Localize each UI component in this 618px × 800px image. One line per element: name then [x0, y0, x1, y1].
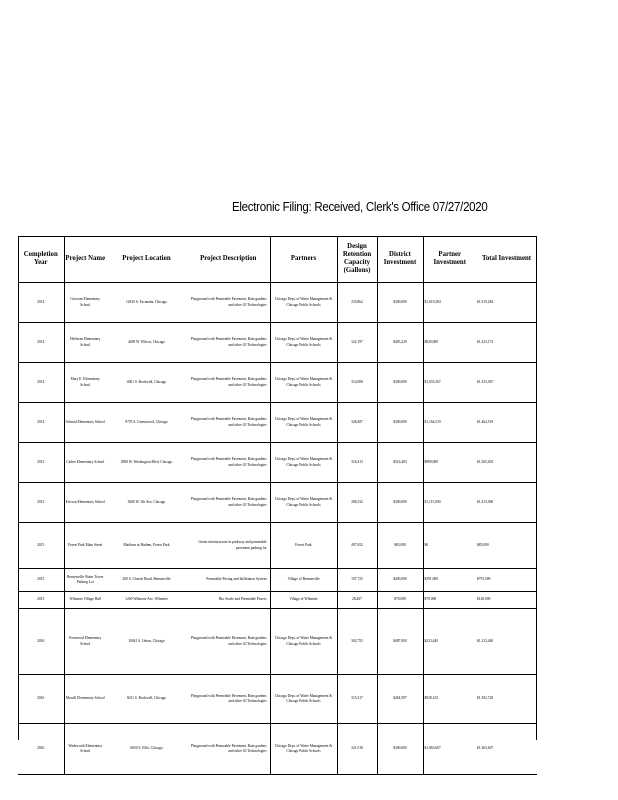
cell-capacity: 316,413: [337, 443, 377, 483]
cell-location: 10041 S. Union, Chicago: [128, 638, 165, 643]
cell-total: $83,000: [477, 542, 489, 547]
table-row: [18, 569, 537, 592]
table-row: [18, 363, 537, 403]
col-capacity: Design Retention Capacity (Gallons): [337, 236, 377, 283]
cell-district: $300,000: [377, 363, 423, 403]
cell-year: 2016: [18, 724, 64, 775]
cell-description: Playground with Permeable Pavement, Rain gardens and other GI Technologies: [190, 377, 267, 387]
cell-year: 2015: [18, 443, 64, 483]
cell-name: Grissom Elementary School: [70, 297, 101, 307]
col-district-investment: District Investment: [377, 236, 423, 283]
cell-district: $300,000: [377, 403, 423, 443]
cell-district: $300,000: [377, 724, 423, 775]
cell-description: Playground with Permeable Pavement, Rain gardens and other GI Technologies: [190, 337, 267, 347]
cell-district: $487,000: [377, 609, 423, 675]
cell-description: Bio Swale and Permeable Pavers: [218, 597, 267, 602]
cell-capacity: 28,467: [337, 592, 377, 609]
cell-description: Playground with Permeable Pavement, Rain gardens and other GI Technologies: [190, 636, 267, 646]
cell-year: 2016: [18, 675, 64, 724]
cell-name: Fernwood Elementary School: [69, 636, 102, 646]
cell-location: 200 S. Church Road, Bensenville: [122, 577, 171, 582]
cell-location: 2908 W. Washington Blvd, Chicago: [120, 459, 173, 464]
table-row: [18, 724, 537, 775]
col-partner-investment: Partner Investment: [433, 251, 466, 266]
cell-partners: Chicago Dept. of Water Management & Chicago Public Schools: [270, 675, 337, 724]
cell-name: Schmid Elementary School: [65, 419, 105, 424]
cell-name: Cather Elementary School: [66, 459, 105, 464]
cell-total: $1,123,440: [477, 638, 494, 643]
cell-partners: Chicago Dept. of Water Management & Chicago Public Schools: [270, 323, 337, 363]
cell-total: $1,223,172: [477, 339, 494, 344]
cell-partner: $70,000: [424, 597, 437, 602]
cell-location: 6011 S. Rockwell, Chicago: [126, 696, 167, 701]
cell-year: 2014: [18, 283, 64, 323]
cell-year: 2015: [18, 569, 64, 592]
cell-partners: Chicago Dept. of Water Management & Chicago Public Schools: [270, 609, 337, 675]
cell-capacity: 107,725: [337, 569, 377, 592]
cell-total: $1,392,720: [477, 696, 494, 701]
cell-location: 12810 S. Escanaba, Chicago: [125, 299, 168, 304]
cell-district: $300,000: [377, 483, 423, 523]
table-row: [18, 323, 537, 363]
cell-name: Bensenville Water Tower Parking Lot: [67, 574, 104, 584]
cell-description: Playground with Permeable Pavement, Rain gardens and other GI Technologies: [190, 297, 267, 307]
cell-name: Mary E. Elementary School: [70, 377, 100, 387]
cell-partners: Village of Bensenville: [270, 569, 337, 592]
cell-description: Playground with Permeable Pavement, Rain gardens and other GI Technologies: [190, 457, 267, 467]
cell-year: 2014: [18, 363, 64, 403]
filing-stamp: Electronic Filing: Received, Clerk's Office 07/27/2020: [232, 200, 488, 214]
cell-partner: $989,000: [424, 459, 438, 464]
cell-partner: $391,000: [424, 577, 438, 582]
cell-partners: Chicago Dept. of Water Management & Chicago Public Schools: [270, 283, 337, 323]
cell-name: Ericson Elementary School: [65, 499, 105, 504]
cell-total: $140,000: [477, 597, 491, 602]
cell-description: Playground with Permeable Pavement, Rain gardens and other GI Technologies: [190, 497, 267, 507]
cell-partner: $820,000: [424, 339, 438, 344]
col-project-description: Project Description: [200, 255, 257, 263]
cell-year: 2014: [18, 403, 64, 443]
cell-total: $791,000: [477, 577, 491, 582]
table-row: [18, 283, 537, 323]
cell-partner: $1,164,519: [424, 419, 441, 424]
col-project-location: Project Location: [122, 255, 171, 263]
cell-partner: $1,115,000: [424, 499, 441, 504]
cell-description: Playground with Permeable Pavement, Rain gardens and other GI Technologies: [190, 693, 267, 703]
cell-location: 4601 S. Rockwell, Chicago: [126, 379, 167, 384]
cell-district: $300,000: [377, 283, 423, 323]
cell-district: $400,000: [377, 569, 423, 592]
cell-district: $316,403: [377, 443, 423, 483]
cell-total: $1,919,284: [477, 299, 494, 304]
cell-capacity: 233,862: [337, 283, 377, 323]
cell-name: Wilmette Village Hall: [69, 597, 101, 602]
cell-year: 2015: [18, 483, 64, 523]
cell-year: 2014: [18, 323, 64, 363]
cell-district: $464,597: [377, 675, 423, 724]
cell-partner: $223,440: [424, 638, 438, 643]
cell-location: 3600 W. 5th Ave, Chicago: [127, 499, 166, 504]
cell-location: 4409 W. Wilcox, Chicago: [127, 339, 166, 344]
table-row: [18, 675, 537, 724]
cell-capacity: 302,755: [337, 609, 377, 675]
cell-year: 2016: [18, 609, 64, 675]
cell-district: $83,000: [377, 523, 423, 569]
cell-location: 9755 S. Greenwood, Chicago: [125, 419, 168, 424]
cell-district: $403,229: [377, 323, 423, 363]
col-completion-year: Completion Year: [18, 236, 64, 283]
cell-partners: Chicago Dept. of Water Management & Chicago Public Schools: [270, 403, 337, 443]
cell-partner: $1,619,284: [424, 299, 441, 304]
cell-description: Permeable Paving and Infiltration System: [206, 577, 267, 582]
cell-capacity: 322,197: [337, 323, 377, 363]
cell-location: Madison at Harlem, Forest Park: [123, 542, 170, 547]
cell-description: Green infrastructure in parkway and permeable pavement parking lot: [198, 540, 267, 550]
cell-capacity: 497,652: [337, 523, 377, 569]
cell-location: 6650 S. Ellis, Chicago: [130, 746, 163, 751]
cell-description: Playground with Permeable Pavement, Rain gardens and other GI Technologies: [190, 743, 267, 753]
cell-total: $1,333,367: [477, 379, 494, 384]
cell-partners: Chicago Dept. of Water Management & Chicago Public Schools: [270, 483, 337, 523]
cell-district: $70,000: [377, 592, 423, 609]
cell-total: $1,464,519: [477, 419, 494, 424]
table-row: [18, 443, 537, 483]
col-project-name: Project Name: [65, 255, 106, 263]
table-row: [18, 609, 537, 675]
col-total-investment: Total Investment: [481, 255, 532, 263]
header-row: [18, 236, 537, 283]
cell-year: 2015: [18, 523, 64, 569]
cell-partners: Chicago Dept. of Water Management & Chicago Public Schools: [270, 363, 337, 403]
table-row: [18, 403, 537, 443]
table-row: [18, 483, 537, 523]
cell-capacity: 315,217: [337, 675, 377, 724]
table-row: [18, 592, 537, 609]
cell-partners: Forest Park: [270, 523, 337, 569]
cell-name: Forest Park Main Street: [68, 542, 103, 547]
cell-location: 1200 Wilmette Ave, Wilmette: [125, 597, 168, 602]
cell-partner: $0: [424, 542, 429, 547]
cell-capacity: 328,487: [337, 403, 377, 443]
cell-capacity: 286,532: [337, 483, 377, 523]
cell-partners: Chicago Dept. of Water Management & Chicago Public Schools: [270, 443, 337, 483]
cell-total: $1,415,000: [477, 499, 494, 504]
cell-name: Morrill Elementary School: [65, 696, 105, 701]
cell-name: Hefferan Elementary School: [70, 337, 101, 347]
cell-total: $1,305,403: [477, 459, 494, 464]
table-row: [18, 523, 537, 569]
cell-description: Playground with Permeable Pavement, Rain gardens and other GI Technologies: [190, 417, 267, 427]
cell-partner: $1,063,607: [424, 746, 441, 751]
col-partners: Partners: [270, 236, 337, 283]
projects-table: [18, 236, 537, 775]
cell-capacity: 314,008: [337, 363, 377, 403]
cell-partners: Chicago Dept. of Water Management & Chicago Public Schools: [270, 724, 337, 775]
cell-total: $1,363,607: [477, 746, 494, 751]
cell-year: 2015: [18, 592, 64, 609]
cell-partner: $928,123: [424, 696, 438, 701]
cell-partner: $1,033,367: [424, 379, 441, 384]
cell-partners: Village of Wilmette: [270, 592, 337, 609]
cell-name: Wadsworth Elementary School: [68, 743, 103, 753]
cell-capacity: 321,018: [337, 724, 377, 775]
